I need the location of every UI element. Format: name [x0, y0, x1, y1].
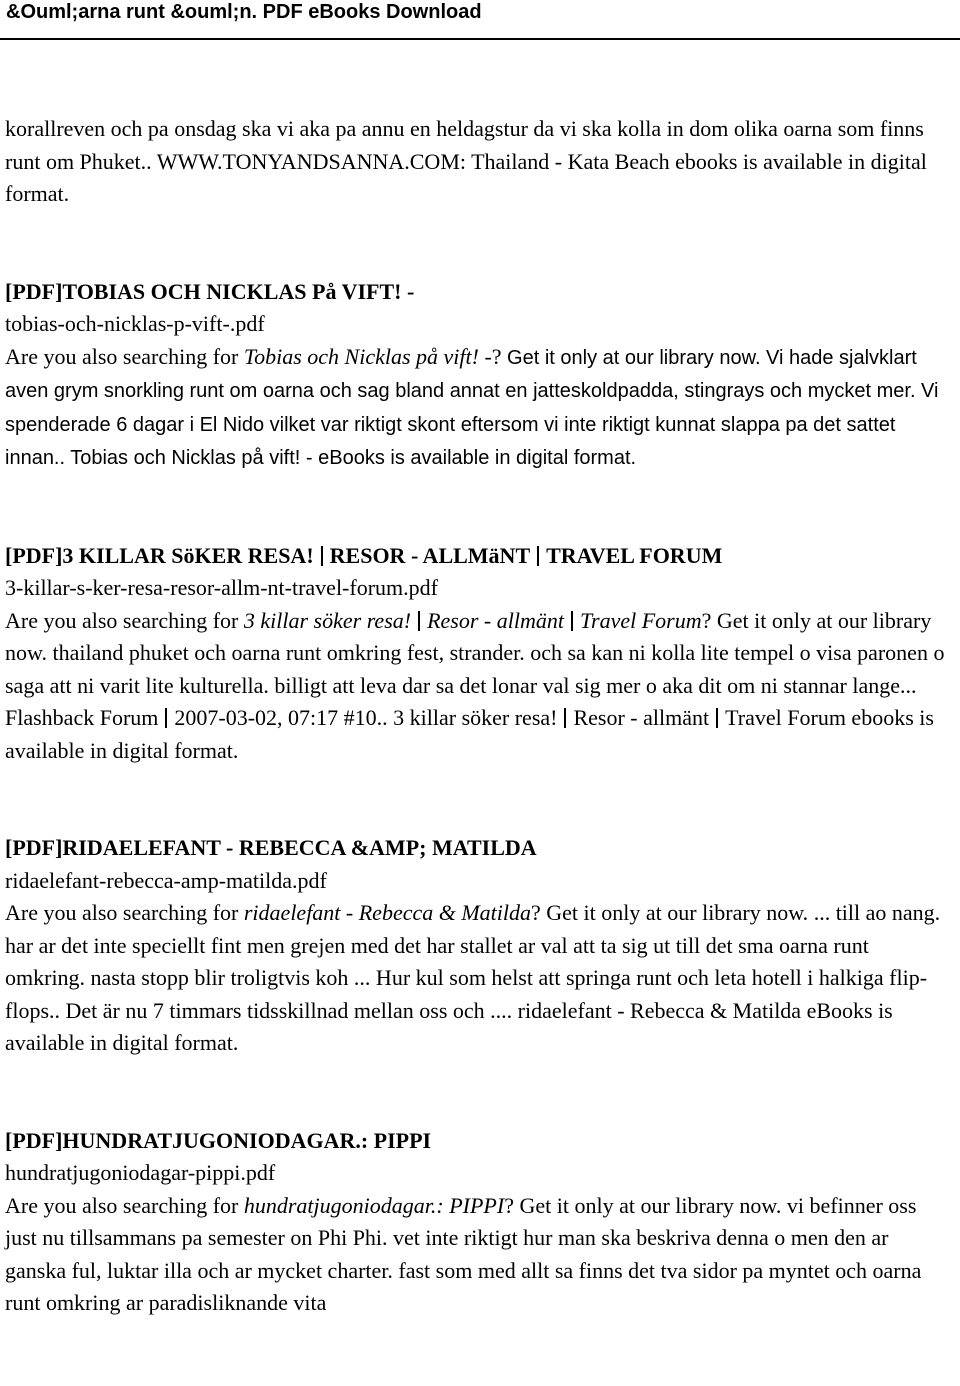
pdf-prefix: [PDF] [5, 542, 63, 568]
pdf-prefix: [PDF] [5, 278, 63, 304]
pdf-prefix: [PDF] [5, 835, 63, 860]
page-title: &Ouml;arna runt &ouml;n. PDF eBooks Download [6, 1, 482, 23]
result-item [5, 540, 953, 768]
search-prompt: Are you also searching for [5, 343, 244, 369]
pipe-separator [165, 708, 167, 728]
result-snippet: vi befinner oss just nu tillsammans pa semester on Phi Phi. vet inte riktigt hur man ska beskriva denna o men den ar ganska ful, luktar illa och ar mycket charter. fast som med allt sa finns det tva sidor pa myntet och oarna runt omkring ar paradisliknande vita [5, 1192, 922, 1315]
result-title[interactable]: [PDF]3 KILLAR SöKER RESA! RESOR - ALLMäNT TRAVEL FORUM [5, 542, 723, 568]
search-prompt: Are you also searching for [5, 607, 244, 633]
result-item [5, 1125, 953, 1320]
availability-text: Get it only at our library now. [507, 346, 761, 369]
pipe-separator [571, 611, 573, 631]
result-title[interactable] [5, 832, 953, 865]
availability-text: Get it only at our library now. [5, 607, 932, 665]
availability-text: Get it only at our library now. [546, 900, 809, 925]
pipe-separator [418, 611, 420, 631]
result-filename[interactable]: 3-killar-s-ker-resa-resor-allm-nt-travel-forum.pdf [5, 575, 438, 600]
result-snippet: Vi hade sjalvklart aven grym snorkling runt om oarna och sag bland annat en jatteskoldpadda, stingrays och mycket mer. Vi spenderade 6 dagar i El Nido vilket var riktigt skont eftersom vi inte riktigt kunnat slappa pa det sattet innan.. Tobias och Nicklas på vift! - eBooks is available in digital format. [5, 346, 939, 469]
search-query: 3 killar söker resa! [243, 607, 412, 633]
header-divider [0, 38, 960, 40]
search-query: hundratjugoniodagar.: PIPPI [243, 1192, 505, 1218]
result-title[interactable] [5, 276, 953, 309]
pipe-separator [716, 708, 718, 728]
intro-paragraph: korallreven och pa onsdag ska vi aka pa annu en heldagstur da vi ska kolla in dom olika oarna som finns runt om Phuket.. WWW.TONYANDSANNA.COM: Thailand - Kata Beach ebooks is available in digital format. [5, 116, 927, 206]
search-prompt: Are you also searching for [5, 900, 244, 925]
result-title-text: HUNDRATJUGONIODAGAR.: PIPPI [62, 1127, 432, 1153]
availability-text: Get it only at our library now. [519, 1192, 782, 1218]
result-title-text: TOBIAS OCH NICKLAS På VIFT! - [62, 278, 415, 304]
pipe-separator [537, 546, 539, 566]
result-description: Are you also searching for ridaelefant - Rebecca & Matilda? Get it only at our library now. ... till ao nang. har ar det inte speciellt fint men grejen med det har stallet ar val att ta sig ut till det sma oarna runt omkring. nasta stopp blir troligtvis koh ... Hur kul som helst att springa runt och leta hotell i halkiga flip-flops.. Det är nu 7 timmars tidsskillnad mellan oss och .... ridaelefant - Rebecca & Matilda eBooks is available in digital format. [5, 900, 941, 1055]
result-description: Are you also searching for Tobias och Nicklas på vift! -? Get it only at our library now. Vi hade sjalvklart aven grym snorkling runt om oarna och sag bland annat en jatteskoldpadda, stingrays och mycket mer. Vi spenderade 6 dagar i El Nido vilket var riktigt skont eftersom vi inte riktigt kunnat slappa pa det sattet innan.. Tobias och Nicklas på vift! - eBooks is available in digital format. [5, 343, 939, 469]
result-filename[interactable]: hundratjugoniodagar-pippi.pdf [5, 1160, 276, 1185]
result-title[interactable] [5, 1125, 953, 1158]
result-item [5, 832, 953, 1060]
search-query: Tobias och Nicklas på vift! - [243, 343, 492, 369]
result-filename[interactable]: tobias-och-nicklas-p-vift-.pdf [5, 311, 265, 336]
pipe-separator [321, 546, 323, 566]
result-item [5, 276, 953, 475]
result-snippet: thailand phuket och oarna runt omkring fest, strander. och sa kan ni kolla lite tempel o visa paronen o saga att ni varit lite kulturella. billigt att leva dar sa det lonar val sig mer o aka dit om ni stannar lange... Flashback Forum [5, 640, 945, 730]
search-prompt: Are you also searching for [5, 1192, 244, 1218]
search-query: ridaelefant - Rebecca & Matilda [243, 900, 532, 925]
pipe-separator [564, 708, 566, 728]
pdf-prefix: [PDF] [5, 1127, 63, 1153]
document-body [5, 113, 953, 1320]
result-snippet: ... till ao nang. har ar det inte speciellt fint men grejen med det har stallet ar val att ta sig ut till det sma oarna runt omkring. nasta stopp blir troligtvis koh ... Hur kul som helst att springa runt och leta hotell i halkiga flip-flops.. Det är nu 7 timmars tidsskillnad mellan oss och .... ridaelefant - Rebecca & Matilda eBooks is available in digital format. [5, 900, 941, 1055]
result-filename[interactable]: ridaelefant-rebecca-amp-matilda.pdf [5, 867, 327, 893]
result-title-text: RIDAELEFANT - REBECCA &AMP; MATILDA [62, 835, 537, 860]
result-description: Are you also searching for 3 killar söker resa! Resor - allmänt Travel Forum? Get it only at our library now. thailand phuket och oarna runt omkring fest, strander. och sa kan ni kolla lite tempel o visa paronen o saga att ni varit lite kulturella. billigt att leva dar sa det lonar val sig mer o aka dit om ni stannar lange... Flashback Forum 2007-03-02, 07:17 #10.. 3 killar söker resa! Resor - allmänt Travel Forum ebooks is available in digital format. [5, 607, 945, 763]
page-header [0, 0, 960, 40]
result-description: Are you also searching for hundratjugoniodagar.: PIPPI? Get it only at our library now. vi befinner oss just nu tillsammans pa semester on Phi Phi. vet inte riktigt hur man ska beskriva denna o men den ar ganska ful, luktar illa och ar mycket charter. fast som med allt sa finns det tva sidor pa myntet och oarna runt omkring ar paradisliknande vita [5, 1192, 922, 1315]
